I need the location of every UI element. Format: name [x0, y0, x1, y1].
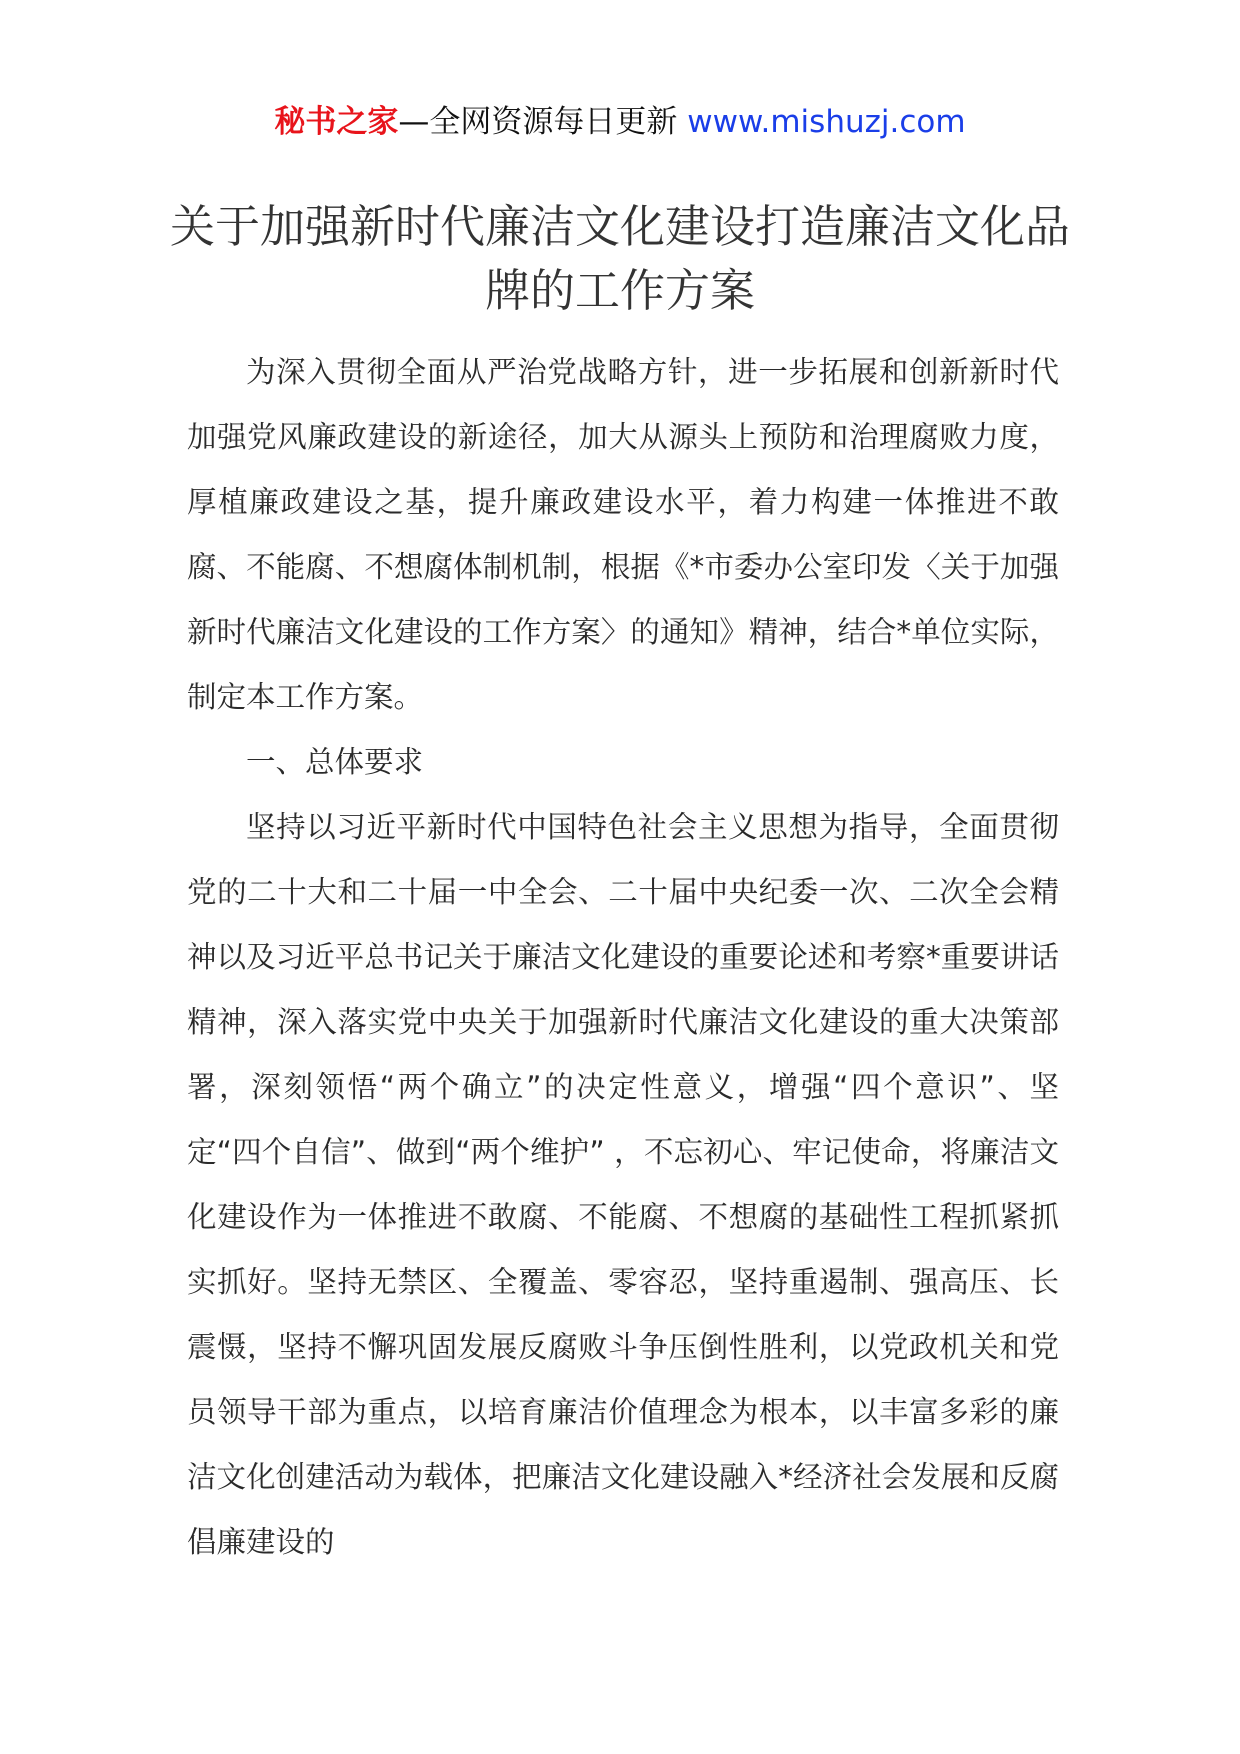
document-title: 关于加强新时代廉洁文化建设打造廉洁文化品牌的工作方案	[169, 200, 1070, 317]
site-banner	[0, 100, 1240, 144]
brand-name: 秘书之家	[274, 104, 399, 140]
site-url-link[interactable]: www.mishuzj.com	[687, 104, 966, 140]
section-heading: 一、总体要求	[246, 745, 424, 779]
document-body	[187, 340, 1059, 1575]
intro-paragraph: 为深入贯彻全面从严治党战略方针，进一步拓展和创新新时代加强党风廉政建设的新途径，加大从源头上预防和治理腐败力度，厚植廉政建设之基，提升廉政建设水平，着力构建一体推进不敢腐、不能腐、不想腐体制机制，根据《*市委办公室印发〈关于加强新时代廉洁文化建设的工作方案〉的通知》精神，结合*单位实际，制定本工作方案。	[187, 355, 1059, 714]
section-paragraph: 坚持以习近平新时代中国特色社会主义思想为指导，全面贯彻党的二十大和二十届一中全会、二十届中央纪委一次、二次全会精神以及习近平总书记关于廉洁文化建设的重要论述和考察*重要讲话精神，深入落实党中央关于加强新时代廉洁文化建设的重大决策部署，深刻领悟“两个确立”的决定性意义，增强“四个意识”、坚定“四个自信”、做到“两个维护” ，不忘初心、牢记使命，将廉洁文化建设作为一体推进不敢腐、不能腐、不想腐的基础性工程抓紧抓实抓好。坚持无禁区、全覆盖、零容忍，坚持重遏制、强高压、长震慑，坚持不懈巩固发展反腐败斗争压倒性胜利，以党政机关和党员领导干部为重点，以培育廉洁价值理念为根本，以丰富多彩的廉洁文化创建活动为载体，把廉洁文化建设融入*经济社会发展和反腐倡廉建设的	[187, 810, 1059, 1559]
banner-tagline: —全网资源每日更新	[398, 104, 688, 140]
